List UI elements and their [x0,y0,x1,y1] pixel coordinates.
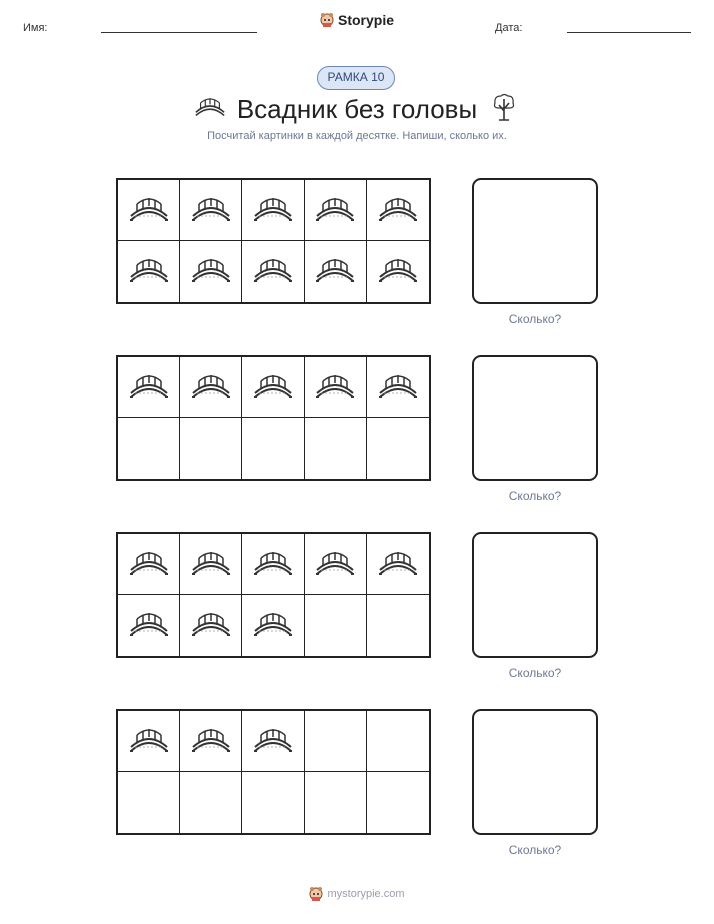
ten-frame-cell [118,711,180,772]
ten-frame-cell [118,241,180,302]
answer-box[interactable] [472,178,598,304]
ten-frame-cell [305,711,367,772]
ten-frame-cell [305,418,367,479]
bridge-icon [253,609,293,642]
page-title: Всадник без головы [236,94,478,124]
ten-frame-cell [242,534,304,595]
ten-frame-cell [118,357,180,418]
storypie-mascot-icon [320,12,334,28]
ten-frame-cell [118,534,180,595]
answer-prompt: Сколько? [508,843,562,857]
bridge-icon [191,371,231,404]
ten-frame-cell [367,772,429,833]
answer-prompt: Сколько? [508,666,562,680]
bridge-icon [315,194,355,227]
ten-frame [116,709,431,835]
bridge-icon [191,725,231,758]
bridge-icon [378,548,418,581]
bridge-icon [129,548,169,581]
ten-frame-cell [242,357,304,418]
ten-frame-cell [305,241,367,302]
bridge-icon [253,255,293,288]
ten-frame-cell [242,772,304,833]
ten-frame-cell [305,595,367,656]
bridge-icon [253,548,293,581]
ten-frame-cell [367,357,429,418]
ten-frame [116,532,431,658]
ten-frame-cell [367,180,429,241]
ten-frame-cell [305,772,367,833]
bridge-icon [253,371,293,404]
frame-badge: РАМКА 10 [317,66,395,90]
footer-url[interactable]: mystorypie.com [327,888,405,900]
answer-box[interactable] [472,355,598,481]
ten-frame-cell [305,534,367,595]
bridge-icon [191,548,231,581]
ten-frame [116,355,431,481]
ten-frame-cell [118,180,180,241]
brand-logo [0,12,714,33]
bridge-icon [315,371,355,404]
storypie-mascot-icon [309,886,323,902]
bridge-icon [378,371,418,404]
brand-name: Storypie [337,12,394,28]
ten-frame-cell [180,711,242,772]
name-label: Имя: [23,22,48,34]
bridge-icon [129,371,169,404]
ten-frame-cell [118,595,180,656]
date-line[interactable] [567,32,691,33]
footer [0,886,714,907]
ten-frame-cell [242,595,304,656]
instructions: Посчитай картинки в каждой десятке. Напиши, сколько их. [207,130,507,142]
ten-frame-cell [242,711,304,772]
ten-frame-cell [118,418,180,479]
ten-frame-cell [367,711,429,772]
date-label: Дата: [495,22,523,34]
bridge-icon [191,255,231,288]
ten-frame-cell [305,180,367,241]
ten-frame-cell [180,418,242,479]
ten-frame-cell [180,534,242,595]
bridge-icon [129,609,169,642]
answer-prompt: Сколько? [508,489,562,503]
ten-frame-cell [180,241,242,302]
bridge-icon [315,255,355,288]
ten-frame-cell [242,241,304,302]
bridge-icon [378,194,418,227]
ten-frame-cell [180,357,242,418]
bridge-icon [129,194,169,227]
ten-frame-cell [367,595,429,656]
bridge-icon [378,255,418,288]
bridge-icon [253,194,293,227]
ten-frame-cell [242,418,304,479]
ten-frame-cell [180,772,242,833]
ten-frame-cell [180,595,242,656]
bridge-icon [253,725,293,758]
answer-box[interactable] [472,532,598,658]
bridge-icon [191,609,231,642]
bridge-icon [191,194,231,227]
tree-icon [491,93,517,121]
bridge-icon [129,725,169,758]
ten-frame [116,178,431,304]
answer-box[interactable] [472,709,598,835]
ten-frame-cell [118,772,180,833]
ten-frame-cell [367,418,429,479]
bridge-icon [315,548,355,581]
ten-frame-cell [367,534,429,595]
ten-frame-cell [242,180,304,241]
ten-frame-cell [180,180,242,241]
ten-frame-cell [305,357,367,418]
answer-prompt: Сколько? [508,312,562,326]
bridge-icon [129,255,169,288]
ten-frame-cell [367,241,429,302]
